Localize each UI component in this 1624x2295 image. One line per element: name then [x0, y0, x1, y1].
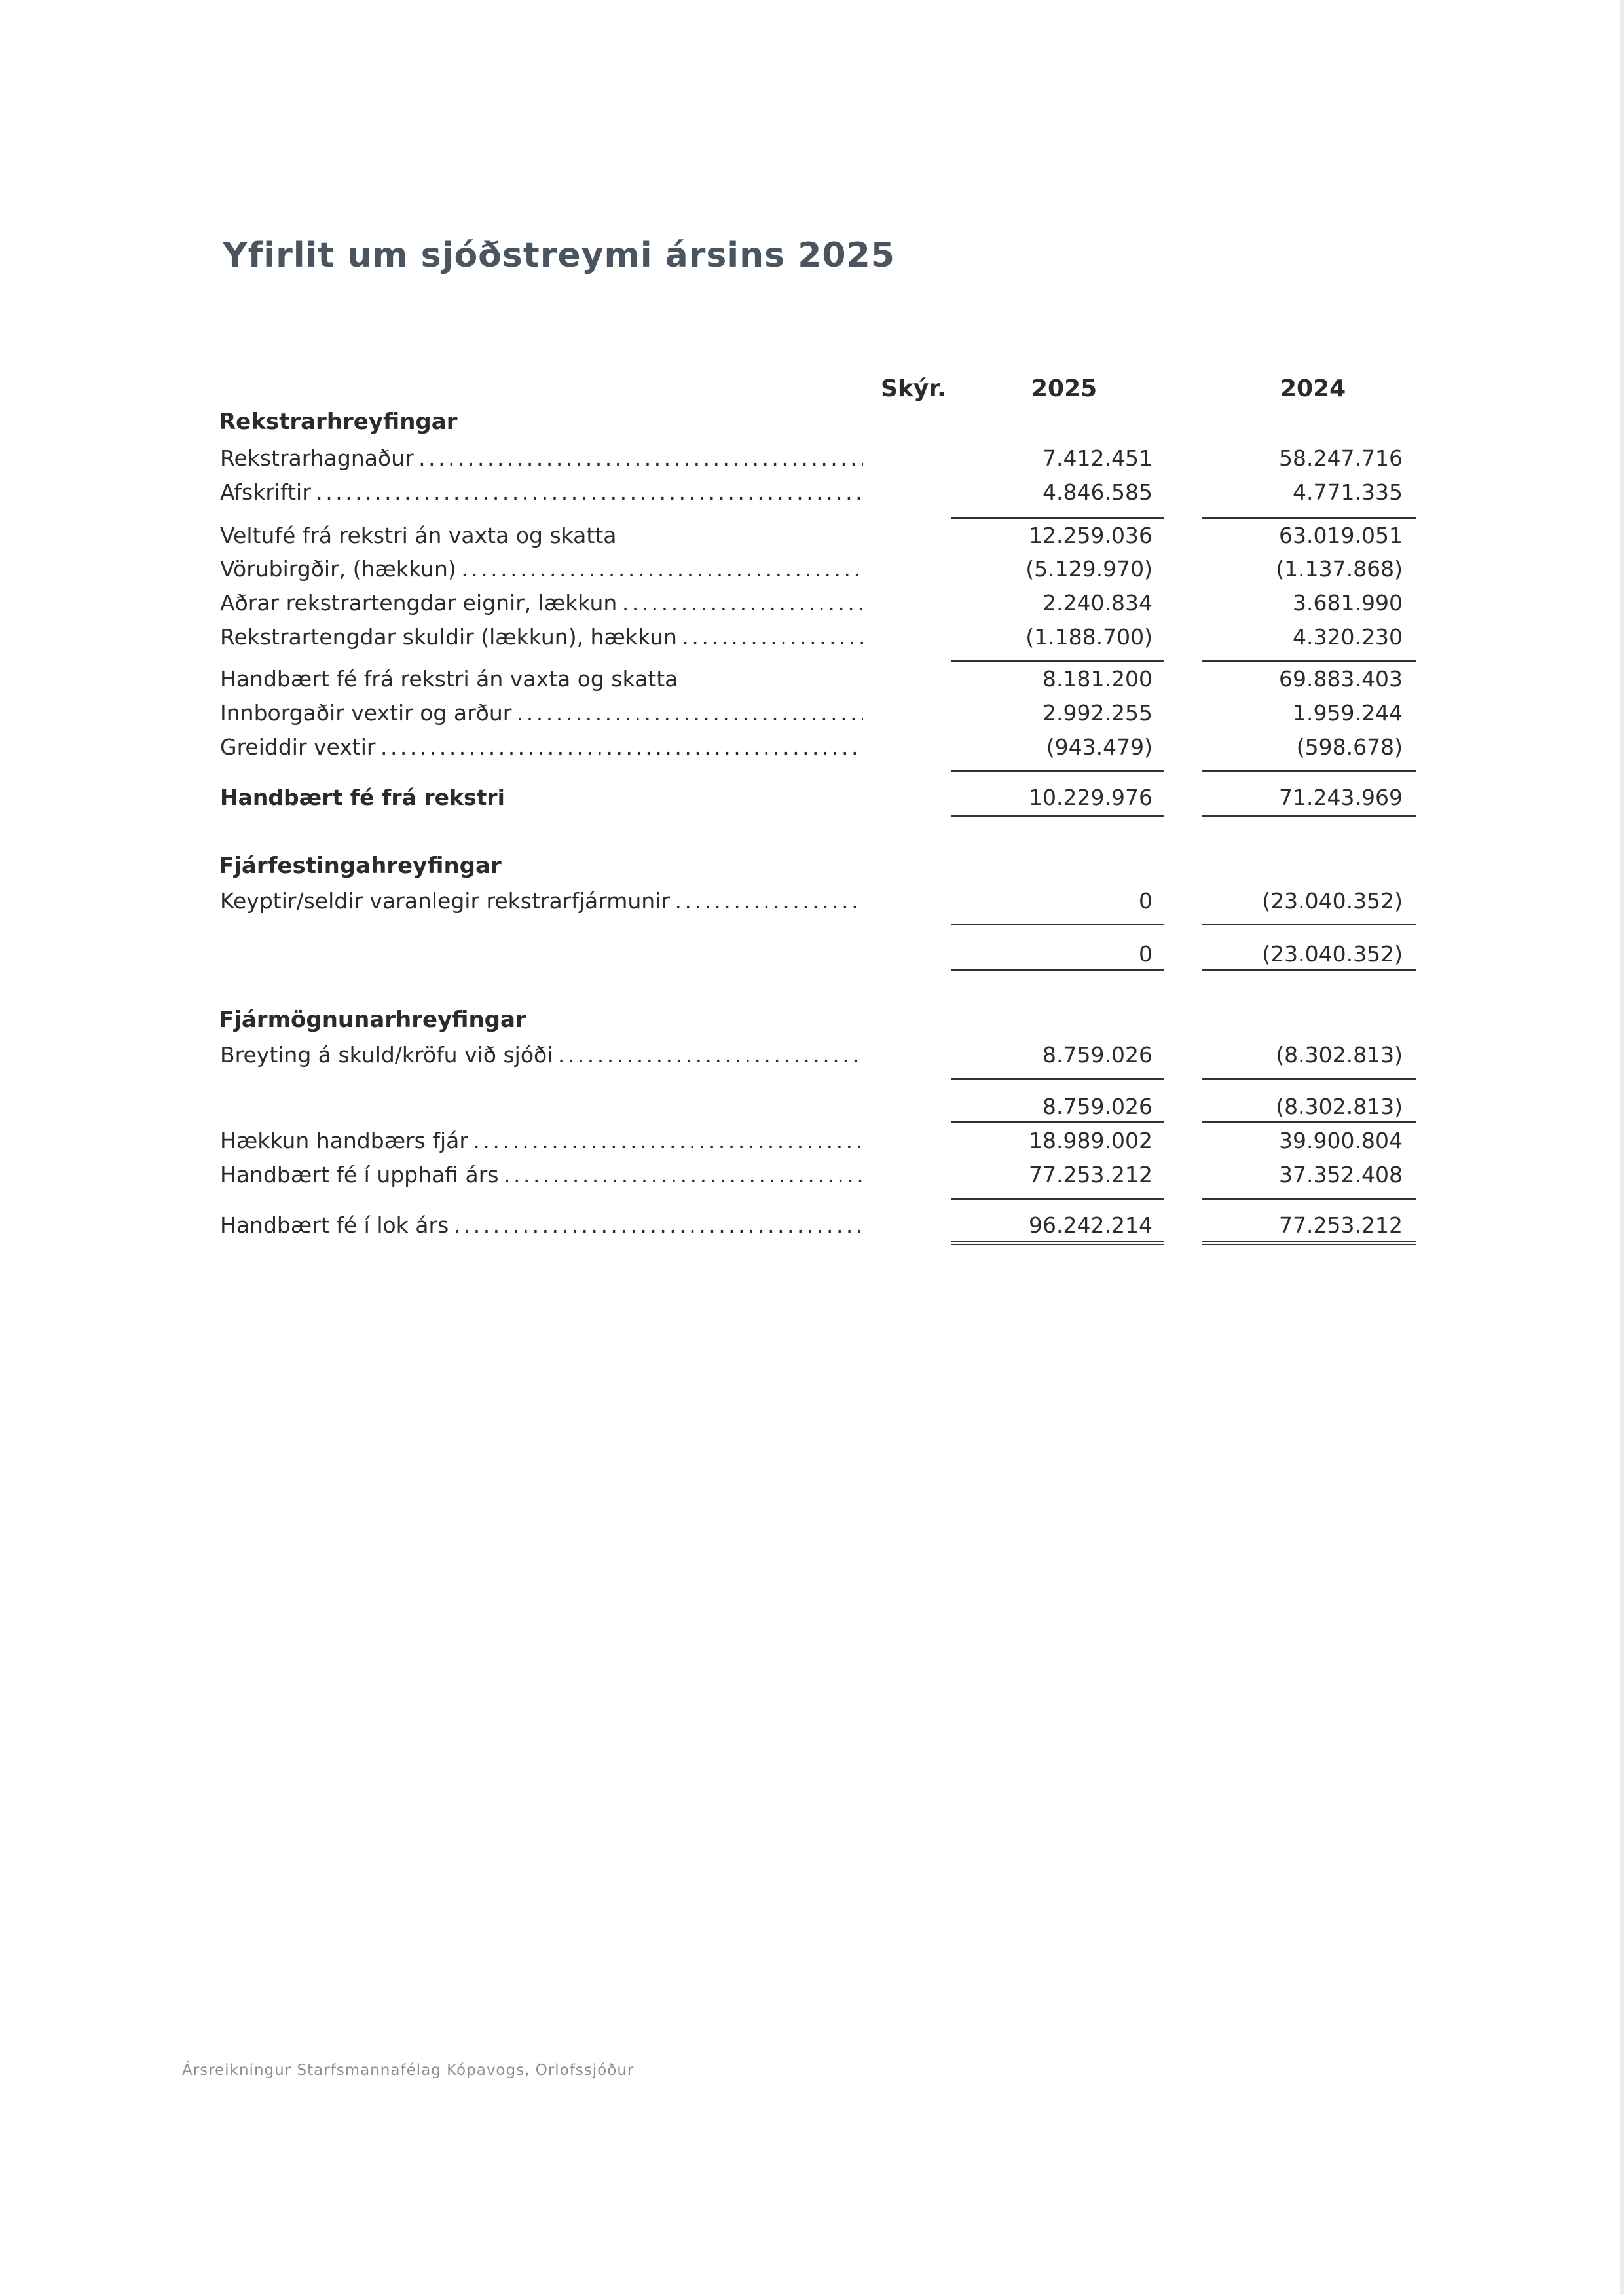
value-2025: 7.412.451 [1043, 445, 1153, 471]
table-row-operating-profit [0, 445, 1624, 478]
value-2025: 2.992.255 [1043, 700, 1153, 726]
column-header-2025: 2025 [1031, 375, 1098, 402]
table-row-working-capital [0, 523, 1624, 555]
subtotal-rule-2024 [1202, 517, 1416, 519]
value-2024: 69.883.403 [1279, 666, 1403, 692]
section-operating: Rekstrarhreyfingar [219, 409, 458, 435]
value-2024: (8.302.813) [1276, 1094, 1403, 1119]
table-row-other-assets [0, 590, 1624, 623]
subtotal-rule-2024 [1202, 660, 1416, 662]
row-label: Handbært fé frá rekstri án vaxta og skatta [220, 666, 678, 692]
total-rule-2024 [1202, 1121, 1416, 1123]
table-row-cash-increase [0, 1128, 1624, 1161]
value-2025: 12.259.036 [1029, 523, 1153, 548]
value-2024: 71.243.969 [1279, 785, 1403, 810]
value-2025: 96.242.214 [1029, 1212, 1153, 1238]
value-2024: 3.681.990 [1293, 590, 1403, 616]
subtotal-rule-2024 [1202, 924, 1416, 925]
subtotal-rule-2025 [951, 770, 1164, 772]
subtotal-rule-2025 [951, 924, 1164, 925]
subtotal-rule-2025 [951, 1198, 1164, 1200]
row-label: Vörubirgðir, (hækkun) . . . [220, 556, 863, 582]
value-2025: 8.759.026 [1043, 1042, 1153, 1068]
value-2024: (23.040.352) [1262, 941, 1403, 967]
row-label: Handbært fé í upphafi árs . . . [220, 1162, 863, 1187]
value-2025: 77.253.212 [1029, 1162, 1153, 1187]
double-rule-2025 [951, 1241, 1164, 1245]
page-title: Yfirlit um sjóðstreymi ársins 2025 [223, 236, 895, 275]
total-rule-2024 [1202, 815, 1416, 817]
value-2025: 4.846.585 [1043, 479, 1153, 505]
table-row-interest-paid [0, 734, 1624, 767]
value-2024: 37.352.408 [1279, 1162, 1403, 1187]
column-header-2024: 2024 [1280, 375, 1346, 402]
row-label: Afskriftir . . . [220, 479, 863, 505]
section-investing: Fjárfestingahreyfingar [219, 853, 502, 879]
table-row-operating-liabilities [0, 624, 1624, 657]
value-2025: 0 [1139, 941, 1153, 967]
double-rule-2024 [1202, 1241, 1416, 1245]
value-2025: (943.479) [1046, 734, 1153, 760]
value-2025: 10.229.976 [1029, 785, 1153, 810]
row-label: Breyting á skuld/kröfu við sjóði . . . [220, 1042, 863, 1068]
value-2024: (23.040.352) [1262, 888, 1403, 914]
total-rule-2024 [1202, 969, 1416, 971]
row-label: Handbært fé í lok árs . . . [220, 1212, 863, 1238]
subtotal-rule-2024 [1202, 770, 1416, 772]
value-2024: 58.247.716 [1279, 445, 1403, 471]
subtotal-rule-2025 [951, 660, 1164, 662]
value-2024: (8.302.813) [1276, 1042, 1403, 1068]
row-label: Keyptir/seldir varanlegir rekstrarfjármunir . . . [220, 888, 863, 914]
table-row-interest-received [0, 700, 1624, 733]
subtotal-rule-2025 [951, 1078, 1164, 1080]
row-label: Handbært fé frá rekstri [220, 785, 505, 810]
value-2025: 18.989.002 [1029, 1128, 1153, 1153]
table-row-depreciation [0, 479, 1624, 512]
row-label: Rekstrartengdar skuldir (lækkun), hækkun . . . [220, 624, 863, 650]
table-row-cash-end [0, 1212, 1624, 1245]
value-2025: 0 [1139, 888, 1153, 914]
table-row-fund-change [0, 1042, 1624, 1075]
page-footer: Ársreikningur Starfsmannafélag Kópavogs, Orlofssjóður [182, 2062, 635, 2079]
table-row-cash-before-interest [0, 666, 1624, 699]
value-2025: (5.129.970) [1025, 556, 1153, 582]
value-2024: 39.900.804 [1279, 1128, 1403, 1153]
table-row-cash-from-operations [0, 785, 1624, 817]
section-financing: Fjármögnunarhreyfingar [219, 1007, 526, 1033]
row-label: Veltufé frá rekstri án vaxta og skatta [220, 523, 617, 548]
value-2024: 4.771.335 [1293, 479, 1403, 505]
row-label: Aðrar rekstrartengdar eignir, lækkun . . . [220, 590, 863, 616]
value-2025: (1.188.700) [1025, 624, 1153, 650]
table-row-cash-beginning [0, 1162, 1624, 1195]
value-2024: 4.320.230 [1293, 624, 1403, 650]
value-2024: 63.019.051 [1279, 523, 1403, 548]
subtotal-rule-2024 [1202, 1198, 1416, 1200]
table-row-inventories [0, 556, 1624, 589]
total-rule-2025 [951, 815, 1164, 817]
column-header-note: Skýr. [881, 375, 946, 402]
table-row-fixed-assets [0, 888, 1624, 921]
total-rule-2025 [951, 1121, 1164, 1123]
row-label: Rekstrarhagnaður . . . [220, 445, 863, 471]
value-2024: (1.137.868) [1276, 556, 1403, 582]
value-2024: 1.959.244 [1293, 700, 1403, 726]
value-2025: 2.240.834 [1043, 590, 1153, 616]
row-label: Innborgaðir vextir og arður . . . [220, 700, 863, 726]
subtotal-rule-2024 [1202, 1078, 1416, 1080]
subtotal-rule-2025 [951, 517, 1164, 519]
value-2025: 8.759.026 [1043, 1094, 1153, 1119]
value-2024: (598.678) [1296, 734, 1403, 760]
value-2024: 77.253.212 [1279, 1212, 1403, 1238]
value-2025: 8.181.200 [1043, 666, 1153, 692]
total-rule-2025 [951, 969, 1164, 971]
row-label: Hækkun handbærs fjár . . . [220, 1128, 863, 1153]
row-label: Greiddir vextir . . . [220, 734, 863, 760]
